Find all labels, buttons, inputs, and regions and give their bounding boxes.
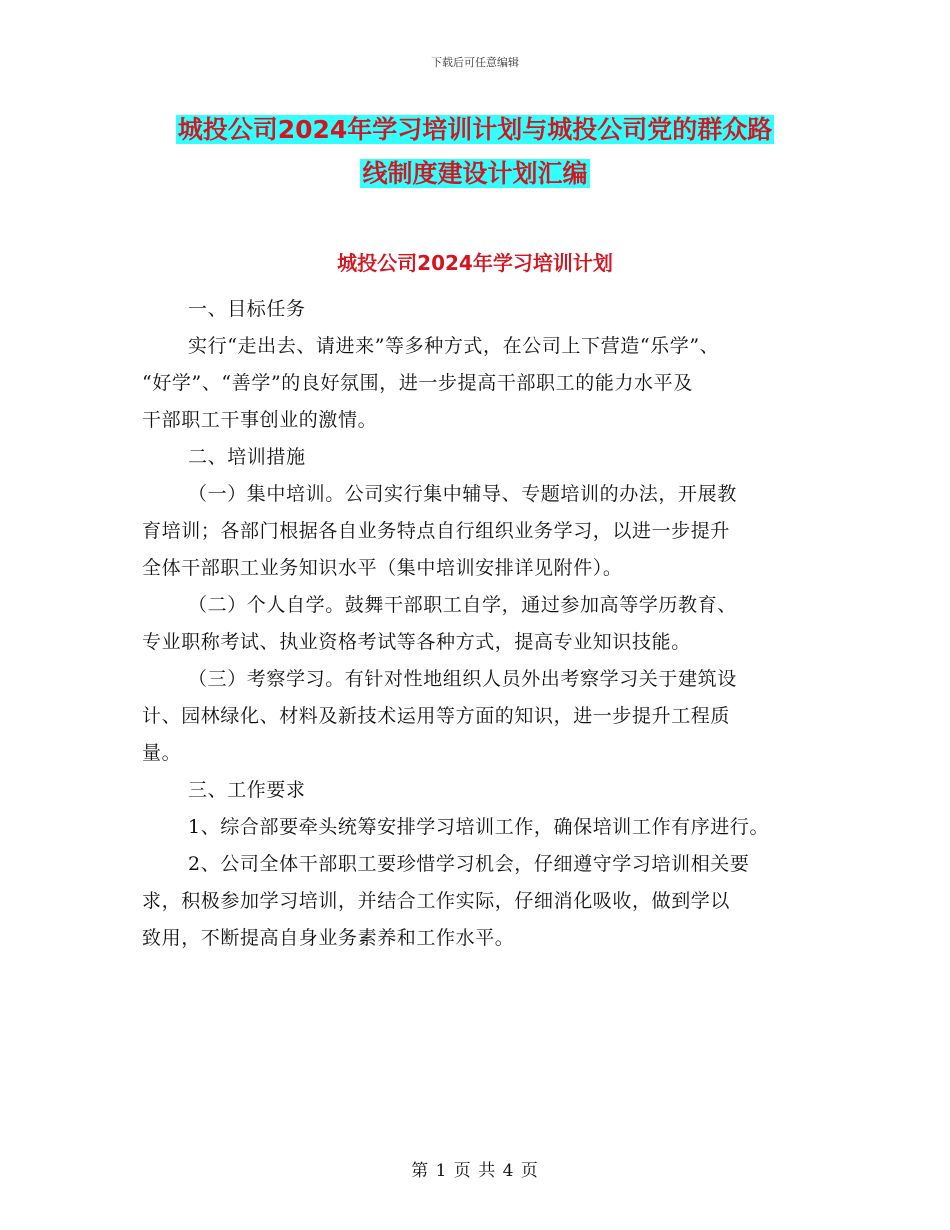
paragraph-line: 专业职称考试、执业资格考试等各种方式，提高专业知识技能。: [142, 631, 691, 653]
paragraph-line: 致用，不断提高自身业务素养和工作水平。: [142, 927, 515, 949]
heading-requirements: 三、工作要求: [188, 779, 306, 801]
section-title: 城投公司2024年学习培训计划: [337, 251, 613, 275]
paragraph-line: （三）考察学习。有针对性地组织人员外出考察学习关于建筑设: [188, 668, 737, 690]
heading-goals: 一、目标任务: [188, 298, 306, 320]
page-footer: 第 1 页 共 4 页: [411, 1161, 539, 1181]
document-body: [142, 296, 812, 962]
paragraph-line: （一）集中培训。公司实行集中辅导、专题培训的办法，开展教: [188, 483, 737, 505]
paragraph-line: 求，积极参加学习培训，并结合工作实际，仔细消化吸收，做到学以: [142, 890, 731, 912]
document-title-line-2: [0, 156, 950, 192]
paragraph-line: 量。: [142, 742, 182, 764]
paragraph-line: 2、公司全体干部职工要珍惜学习机会，仔细遵守学习培训相关要: [188, 853, 750, 875]
paragraph-line: 1、综合部要牵头统筹安排学习培训工作，确保培训工作有序进行。: [188, 816, 770, 838]
header-note: 下载后可任意编辑: [431, 56, 519, 69]
paragraph-line: 育培训；各部门根据各自业务特点自行组织业务学习，以进一步提升: [142, 520, 731, 542]
document-title-text-1: 城投公司2024年学习培训计划与城投公司党的群众路: [177, 115, 773, 144]
paragraph-line: 计、园林绿化、材料及新技术运用等方面的知识，进一步提升工程质: [142, 705, 731, 727]
paragraph-line: （二）个人自学。鼓舞干部职工自学，通过参加高等学历教育、: [188, 594, 737, 616]
heading-measures: 二、培训措施: [188, 446, 306, 468]
paragraph-line: 实行“走出去、请进来”等多种方式，在公司上下营造“乐学”、: [188, 335, 720, 357]
paragraph-line: “好学”、“善学”的良好氛围，进一步提高干部职工的能力水平及: [142, 372, 693, 394]
document-title-text-2: 线制度建设计划汇编: [362, 159, 588, 188]
document-title-line-1: [0, 112, 950, 148]
paragraph-line: 全体干部职工业务知识水平（集中培训安排详见附件）。: [142, 557, 623, 579]
paragraph-line: 干部职工干事创业的激情。: [142, 409, 378, 431]
